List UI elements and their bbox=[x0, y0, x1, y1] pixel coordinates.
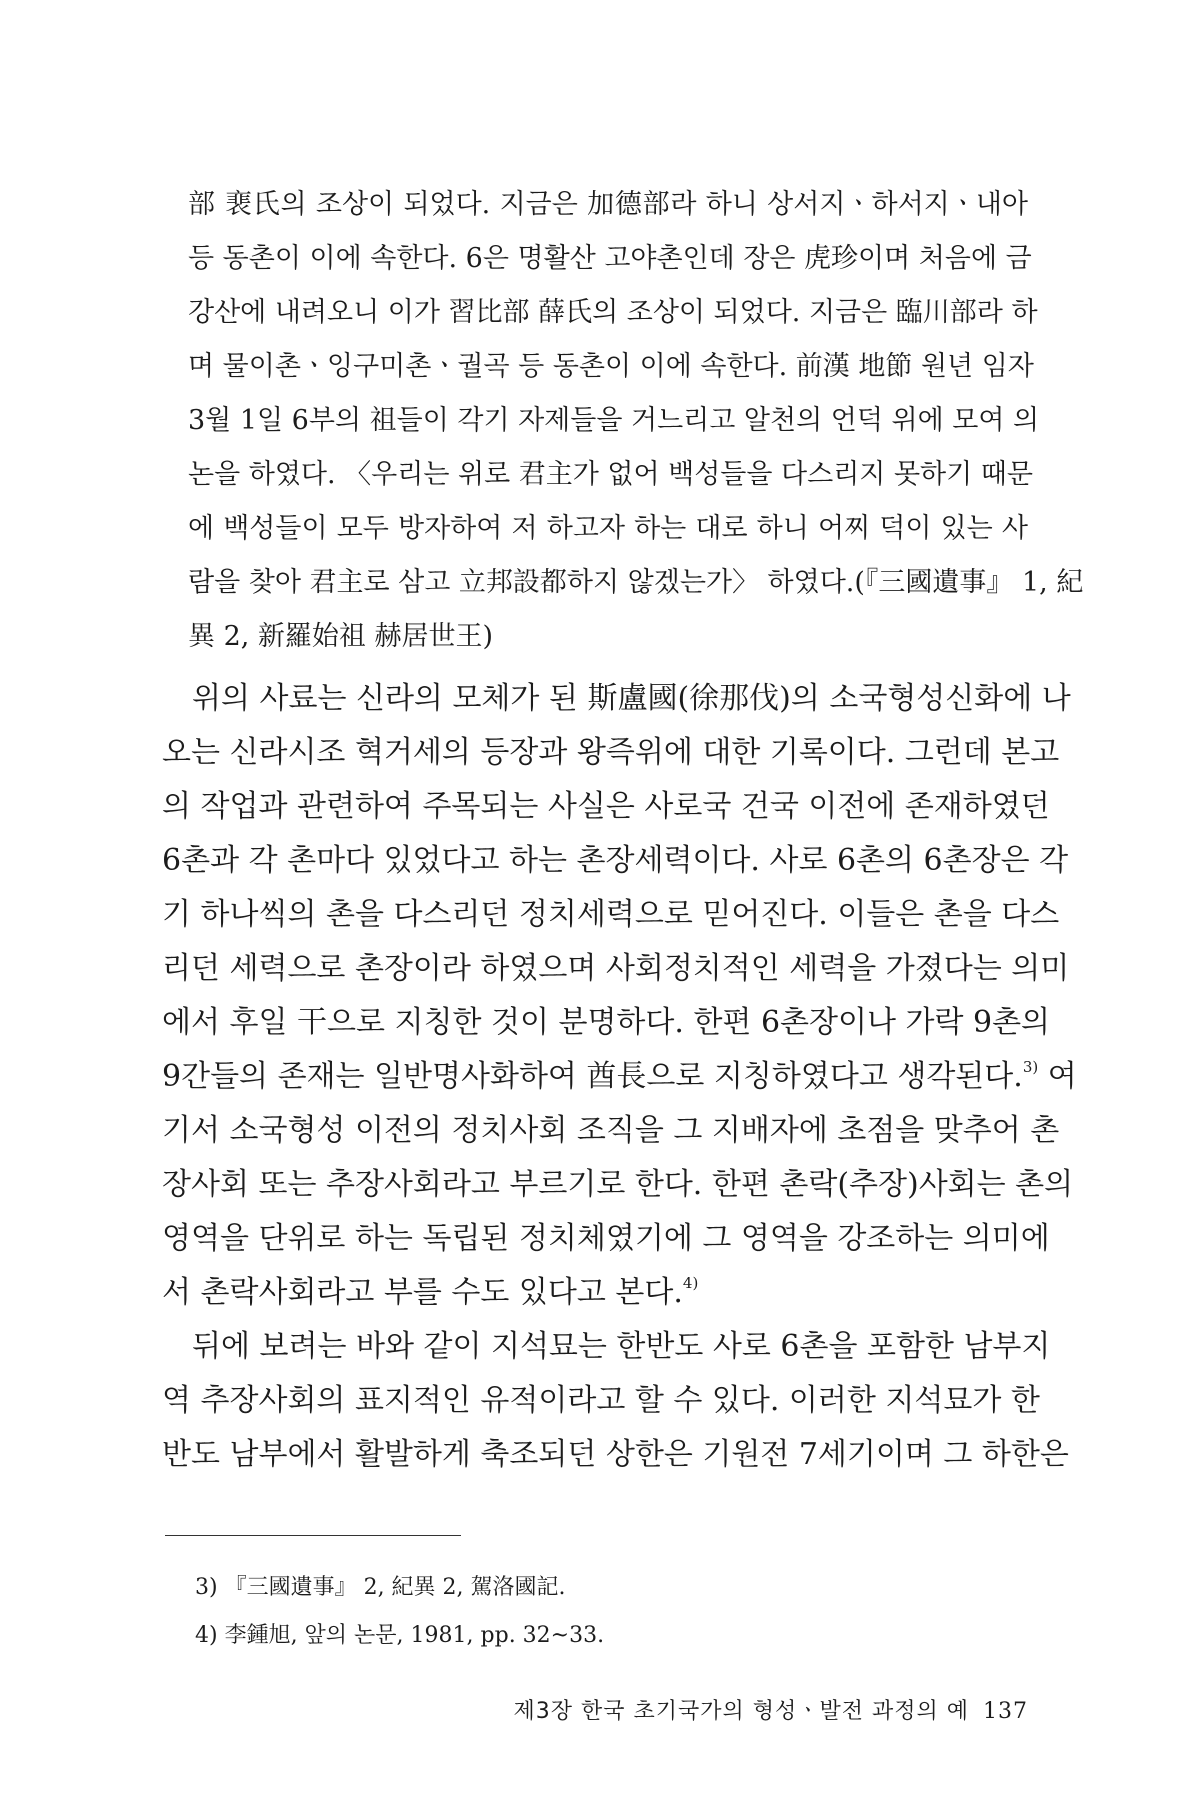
text-line: 반도 남부에서 활발하게 축조되던 상한은 기원전 7세기이며 그 하한은 bbox=[162, 1437, 1069, 1472]
text-segment: 서 촌락사회라고 부를 수도 있다고 본다. bbox=[162, 1275, 683, 1310]
page-number: 137 bbox=[983, 1699, 1028, 1724]
footnote-ref: 3) bbox=[1022, 1058, 1039, 1076]
text-line: 의 작업과 관련하여 주목되는 사실은 사로국 건국 이전에 존재하였던 bbox=[162, 789, 1050, 824]
text-line: 6촌과 각 촌마다 있었다고 하는 촌장세력이다. 사로 6촌의 6촌장은 각 bbox=[162, 843, 1069, 878]
chapter-title: 제3장 한국 초기국가의 형성ㆍ발전 과정의 예 bbox=[513, 1699, 969, 1724]
text-line: 오는 신라시조 혁거세의 등장과 왕즉위에 대한 기록이다. 그런데 본고 bbox=[162, 735, 1060, 770]
paragraph bbox=[162, 672, 1077, 1320]
text-segment: 여 bbox=[1038, 1059, 1077, 1094]
text-segment: 9간들의 존재는 일반명사화하여 酋長으로 지칭하였다고 생각된다. bbox=[162, 1059, 1023, 1094]
text-line: 리던 세력으로 촌장이라 하였으며 사회정치적인 세력을 가졌다는 의미 bbox=[162, 951, 1070, 986]
text-line-with-note bbox=[162, 1050, 1077, 1104]
block-quote bbox=[188, 178, 1084, 664]
footnotes bbox=[195, 1564, 895, 1660]
text-line: 장사회 또는 추장사회라고 부르기로 한다. 한편 촌락(추장)사회는 촌의 bbox=[162, 1167, 1074, 1202]
quote-line: 며 물이촌ㆍ잉구미촌ㆍ궐곡 등 동촌이 이에 속한다. 前漢 地節 원년 임자 bbox=[188, 351, 1034, 382]
main-text bbox=[162, 672, 1077, 1482]
quote-line: 異 2, 新羅始祖 赫居世王) bbox=[188, 621, 494, 652]
text-line: 역 추장사회의 표지적인 유적이라고 할 수 있다. 이러한 지석묘가 한 bbox=[162, 1383, 1040, 1418]
paragraph bbox=[162, 1320, 1069, 1482]
footnote: 4) 李鍾旭, 앞의 논문, 1981, pp. 32~33. bbox=[195, 1623, 605, 1648]
text-line: 에서 후일 干으로 지칭한 것이 분명하다. 한편 6촌장이나 가락 9촌의 bbox=[162, 1005, 1051, 1040]
quote-line: 람을 찾아 君主로 삼고 立邦設都하지 않겠는가〉 하였다.(『三國遺事』 1, 紀 bbox=[188, 567, 1084, 598]
quote-line: 에 백성들이 모두 방자하여 저 하고자 하는 대로 하니 어찌 덕이 있는 사 bbox=[188, 513, 1028, 544]
quote-line: 논을 하였다. 〈우리는 위로 君主가 없어 백성들을 다스리지 못하기 때문 bbox=[188, 459, 1033, 490]
text-line: 기 하나씩의 촌을 다스리던 정치세력으로 믿어진다. 이들은 촌을 다스 bbox=[162, 897, 1060, 932]
running-footer bbox=[513, 1694, 1028, 1725]
quote-line: 등 동촌이 이에 속한다. 6은 명활산 고야촌인데 장은 虎珍이며 처음에 금 bbox=[188, 243, 1032, 274]
footnote-ref: 4) bbox=[682, 1274, 699, 1292]
text-line-with-note bbox=[162, 1266, 1030, 1320]
quote-line: 강산에 내려오니 이가 習比部 薛氏의 조상이 되었다. 지금은 臨川部라 하 bbox=[188, 297, 1038, 328]
footnote: 3) 『三國遺事』 2, 紀異 2, 駕洛國記. bbox=[195, 1575, 566, 1600]
text-line: 영역을 단위로 하는 독립된 정치체였기에 그 영역을 강조하는 의미에 bbox=[162, 1221, 1050, 1256]
text-line: 위의 사료는 신라의 모체가 된 斯盧國(徐那伐)의 소국형성신화에 나 bbox=[192, 681, 1071, 716]
quote-line: 3월 1일 6부의 祖들이 각기 자제들을 거느리고 알천의 언덕 위에 모여 의 bbox=[188, 405, 1040, 436]
footnote-divider bbox=[165, 1535, 461, 1536]
text-line: 뒤에 보려는 바와 같이 지석묘는 한반도 사로 6촌을 포함한 남부지 bbox=[192, 1329, 1051, 1364]
text-line: 기서 소국형성 이전의 정치사회 조직을 그 지배자에 초점을 맞추어 촌 bbox=[162, 1113, 1060, 1148]
quote-line: 部 裵氏의 조상이 되었다. 지금은 加德部라 하니 상서지ㆍ하서지ㆍ내아 bbox=[188, 189, 1028, 220]
